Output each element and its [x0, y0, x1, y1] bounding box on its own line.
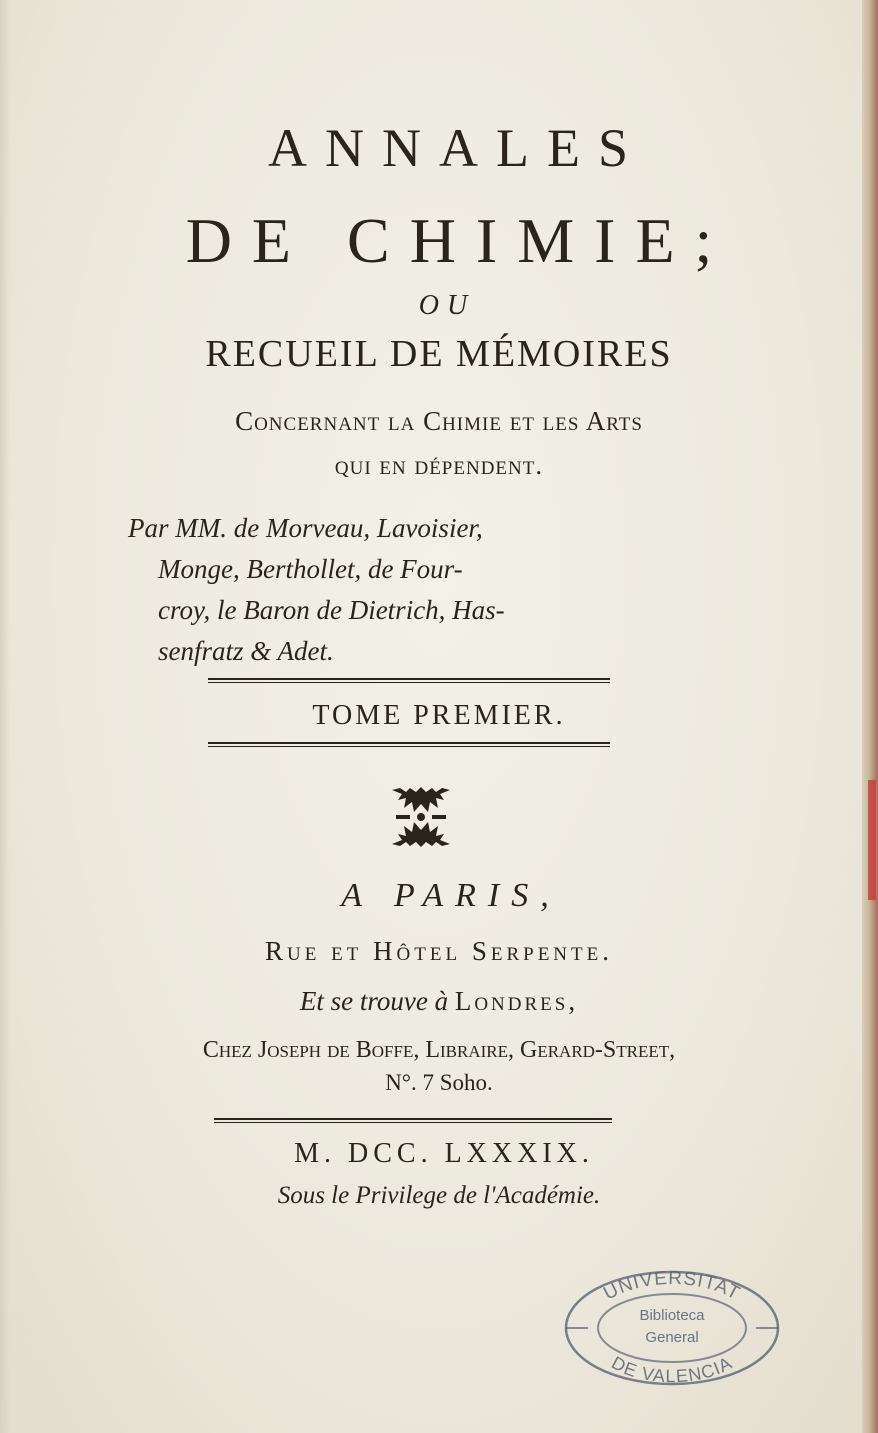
imprint-place: A PARIS,: [341, 877, 561, 914]
double-rule-bottom: [214, 1118, 612, 1123]
subtitle-line-2: Concernant la Chimie et les Arts: [235, 406, 643, 436]
title-line-1: ANNALES: [268, 118, 646, 178]
also-found-prefix: Et se trouve à: [299, 986, 449, 1016]
authors-line-3: croy, le Baron de Dietrich, Has-: [158, 595, 505, 625]
subtitle-line-3: qui en dépendent.: [334, 450, 544, 480]
library-stamp: [558, 1262, 786, 1388]
bookseller-line: Chez Joseph de Boffe, Libraire, Gerard-Street,: [202, 1037, 676, 1063]
stamp-line-2: General: [645, 1329, 699, 1346]
title-line-2: DE CHIMIE;: [185, 205, 733, 276]
double-rule-top: [208, 678, 610, 683]
authors-line-2: Monge, Berthollet, de Four-: [158, 554, 463, 584]
publication-date: M. DCC. LXXXIX.: [294, 1138, 594, 1169]
also-found-line: [0, 984, 878, 1018]
also-found-city: Londres,: [454, 986, 579, 1016]
bookseller-address: N°. 7 Soho.: [385, 1070, 493, 1095]
stamp-line-1: Biblioteca: [639, 1307, 705, 1324]
authors-block: [128, 508, 688, 672]
double-rule-middle: [208, 742, 610, 747]
title-conjunction: OU: [418, 290, 476, 321]
authors-line-1: Par MM. de Morveau, Lavoisier,: [128, 513, 483, 543]
stamp-bottom-text: DE VALENCIA: [608, 1352, 736, 1387]
printers-ornament-icon: [388, 786, 454, 848]
stamp-top-text: UNIVERSITAT: [600, 1267, 744, 1305]
volume-label: TOME PREMIER.: [312, 700, 566, 731]
imprint-address: Rue et Hôtel Serpente.: [265, 936, 613, 966]
privilege-line: Sous le Privilege de l'Académie.: [277, 1182, 601, 1209]
subtitle-line-1: RECUEIL DE MÉMOIRES: [205, 333, 673, 375]
authors-line-4: senfratz & Adet.: [158, 636, 334, 666]
